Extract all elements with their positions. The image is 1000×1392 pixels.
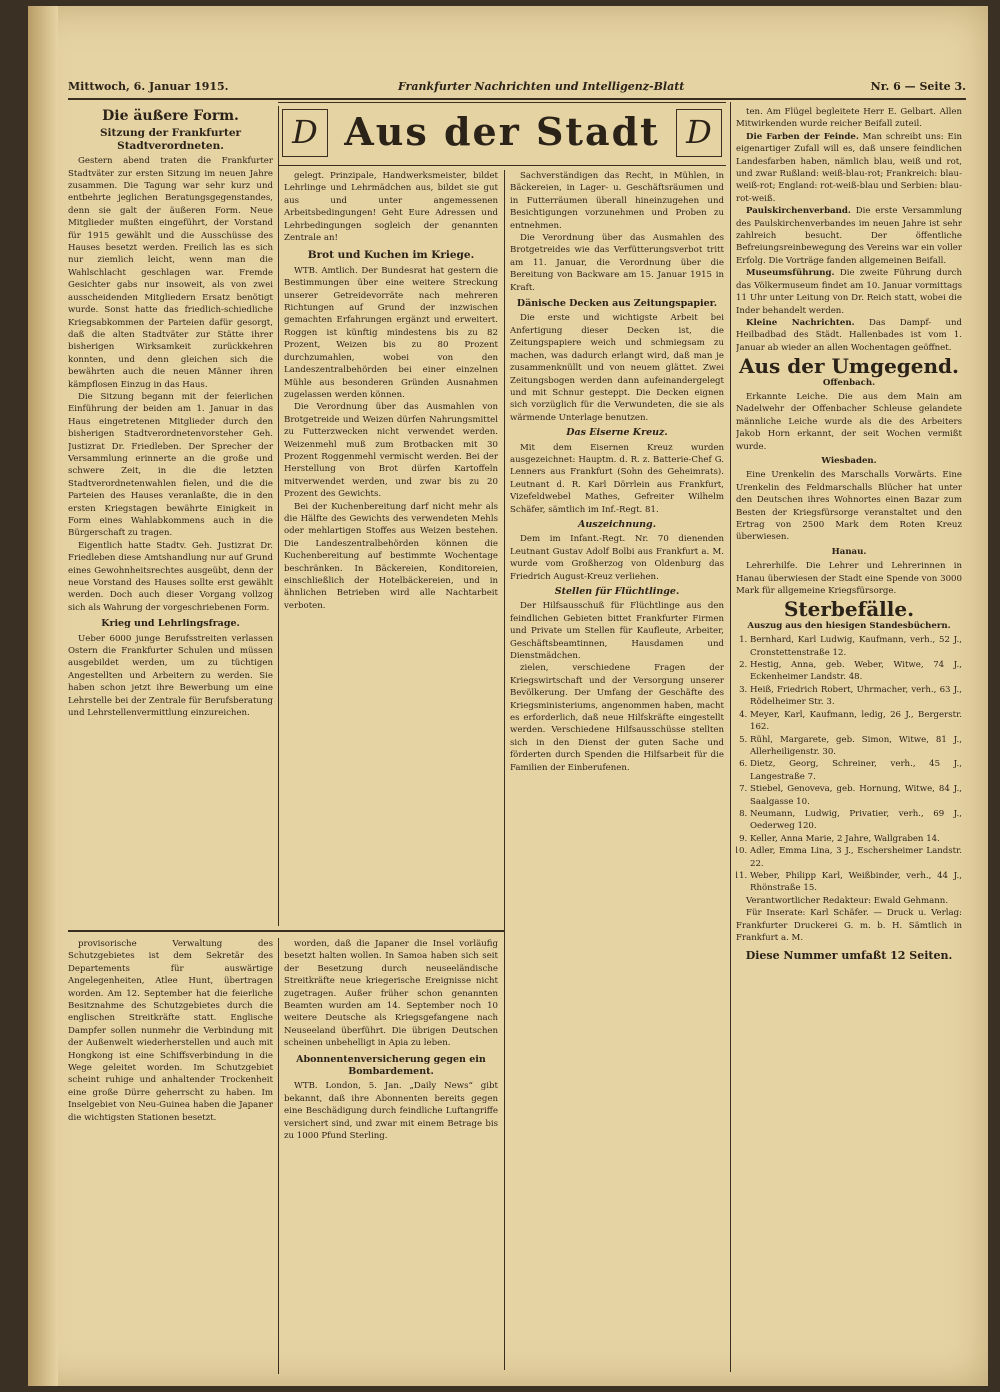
column-rule	[504, 170, 505, 1370]
column-1	[68, 106, 273, 896]
item-text: Die erste Versammlung des Paulskirchenverbandes im neuen Jahre ist sehr zahlreich besucht. Der öffentliche Befreiungsreinbewegung des Vereins war ein voller Erfolg. Die Vorträge fanden allgemeinen Beifall.	[736, 206, 962, 266]
paper-name: Frankfurter Nachrichten und Intelligenz-Blatt	[398, 80, 685, 93]
newspaper-page	[28, 6, 988, 1386]
paragraph: WTB. London, 5. Jan. „Daily News“ gibt bekannt, daß ihre Abonnenten bereits gegen eine Beschädigung durch feindliche Luftangriffe versichert sind, und zwar mit einem Betrage bis zu 1000 Pfund Sterling.	[284, 1081, 498, 1142]
column-rule	[730, 102, 731, 1372]
paragraph	[736, 205, 962, 267]
paragraph: Die Sitzung begann mit der feierlichen Einführung der beiden am 1. Januar in das Haus eingetretenen Mitglieder durch den bisherigen Stadtverordnetenvorsteher Geh. Justizrat Dr. Friedleben. Der Sprecher der Versammlung erinnerte an die große und schwere Zeit, in die die letzten Stadtverordnetenwahlen fielen, und die die Parteien des Hauses veranlaßte, die in den ersten Kriegstagen bewährte Einigkeit in Form eines Wahlabkommens auch in die Bürgerschaft zu tragen.	[68, 391, 273, 539]
column-4	[736, 106, 962, 1376]
editor-line: Verantwortlicher Redakteur: Ewald Gehmann.	[746, 895, 949, 906]
section-title: Aus der Stadt	[344, 109, 660, 154]
page-number: Nr. 6 — Seite 3.	[870, 80, 966, 93]
list-item: 10. Adler, Emma Lina, 3 J., Eschersheimer Landstr. 22.	[750, 845, 962, 870]
article-title: Krieg und Lehrlingsfrage.	[101, 618, 240, 630]
ornament-left: D	[282, 109, 328, 157]
list-item: 1. Bernhard, Karl Ludwig, Kaufmann, verh., 52 J., Cronstettenstraße 12.	[750, 634, 962, 659]
ornament-right: D	[676, 109, 722, 157]
list-item: 2. Hestig, Anna, geb. Weber, Witwe, 74 J., Eckenheimer Landstr. 48.	[750, 659, 962, 684]
article-title: Stellen für Flüchtlinge.	[554, 586, 680, 597]
page-binding	[28, 6, 58, 1386]
paragraph: Die Verordnung über das Ausmahlen von Brotgetreide und Weizen dürfen Nahrungsmittel zu Futterzwecken nicht verwendet werden. Weizenmehl muß zum Brotbacken mit 30 Prozent Roggenmehl vermischt werden. Bei der Herstellung von Brot dürfen Kartoffeln mitverwendet werden, und zwar bis zu 20 Prozent des Gewichts.	[284, 402, 498, 500]
item-heading: Kleine Nachrichten.	[746, 317, 855, 328]
press-line: Für Inserate: Karl Schäfer. — Druck u. Verlag: Frankfurter Druckerei G. m. b. H. Sämtlich in Frankfurt a. M.	[736, 908, 962, 943]
paragraph	[736, 317, 962, 354]
paragraph: provisorische Verwaltung des Schutzgebietes ist dem Sekretär des Departements für auswärtige Angelegenheiten, Atlee Hunt, übertragen worden. Am 12. September hat die feierliche Besitznahme des Schutzgebietes durch die englischen Streitkräfte statt. Englische Dampfer sollen nunmehr die Verbindung mit der Außenwelt wiederherstellen und auch mit Hongkong ist eine Schiffsverbindung in die Wege geleitet worden. Im Schutzgebiet scheint ruhige und anhaltender Trockenheit eine große Dürre geherrscht zu haben. Im Inselgebiet von Neu-Guinea haben die Japaner die wichtigsten Stationen besetzt.	[68, 939, 273, 1123]
paragraph: Eigentlich hatte Stadtv. Geh. Justizrat Dr. Friedleben diese Amtshandlung nur auf Grund eines Gewohnheitsrechtes ausgeübt, denn der neue Vorstand des Hauses sollte erst gewählt werden. Doch auch dieser Vorgang vollzog sich als Wahrung der vorgeschriebenen Form.	[68, 540, 273, 613]
page-header	[68, 76, 966, 100]
article-title: Die äußere Form.	[102, 108, 239, 124]
column-3	[510, 170, 724, 1370]
item-heading: Die Farben der Feinde.	[746, 131, 859, 142]
item-heading: Museumsführung.	[746, 268, 835, 279]
section-heading: Aus der Umgegend.	[739, 354, 959, 379]
list-item: 5. Rühl, Margarete, geb. Simon, Witwe, 81 J., Allerheiligenstr. 30.	[750, 734, 962, 759]
item-heading: Paulskirchenverband.	[746, 206, 851, 217]
item-text: Man schreibt uns: Ein eigenartiger Zufall will es, daß unsere feindlichen Landesfarben haben, nämlich blau, weiß und rot, und zwar Rußland: weiß-blau-rot; Frankreich: blau-weiß-rot; England: rot-weiß-blau und Serbien: blau-rot-weiß.	[736, 131, 962, 204]
paragraph	[736, 267, 962, 317]
list-item: 9. Keller, Anna Marie, 2 Jahre, Wallgraben 14.	[750, 833, 962, 845]
article-title: Dänische Decken aus Zeitungspapier.	[516, 298, 718, 310]
article-title: Auszeichnung.	[577, 518, 657, 530]
paragraph: Die Verordnung über das Ausmahlen des Brotgetreides wie das Verfütterungsverbot tritt am 11. Januar, die Verordnung über die Bereitung von Backware am 15. Januar 1915 in Kraft.	[510, 233, 724, 293]
paragraph: WTB. Amtlich. Der Bundesrat hat gestern die Bestimmungen über eine weitere Streckung unserer Getreidevorräte nach mehreren Richtungen auf Grund der inzwischen gemachten Erfahrungen ergänzt und erweitert. Roggen ist künftig mindestens bis zu 82 Prozent, Weizen bis zu 80 Prozent durchzumahlen, wobei von den Landeszentralbehörden bei einer einzelnen Mühle aus besonderen Gründen Ausnahmen zugelassen werden können.	[284, 265, 498, 400]
paragraph: Gestern abend traten die Frankfurter Stadtväter zur ersten Sitzung im neuen Jahre zusammen. Die Tagung war sehr kurz und entbehrte jeglichen Beratungsgegenstandes, denn sie galt der äußeren Form. Neue Mitglieder mußten eingeführt, der Vorstand für 1915 gewählt und die Ausschüsse des Hauses besetzt werden. Freilich las es sich nur ziemlich leicht, wenn man die Wahlschlacht geschlagen war. Fremde Gesichter gabs nur insoweit, als von zwei ausscheidenden Mitgliedern Ersatz benötigt wurde. Sonst hatte das friedlich-schiedliche Kriegsabkommen der Parteien dafür gesorgt, daß die alten Stadtväter zur Stätte ihrer bisherigen Wirksamkeit zurückkehren konnten, und denn gleichen sich die bewährten auch die neuen Männer ihren kämpflosen Einzug in das Haus.	[68, 156, 273, 390]
lower-column-2	[284, 938, 498, 1374]
paragraph: worden, daß die Japaner die Insel vorläufig besetzt halten wollen. In Samoa haben sich seit der Besetzung durch neuseeländische Streitkräfte neue kriegerische Ereignisse nicht zugetragen. Außer früher schon genannten Beamten wurden am 14. September noch 10 weitere Deutsche als Kriegsgefangene nach Neuseeland überführt. Die übrigen Deutschen scheinen unbehelligt in Apia zu leben.	[284, 939, 498, 1049]
paragraph: Mit dem Eisernen Kreuz wurden ausgezeichnet: Hauptm. d. R. z. Batterie-Chef G. Lenners aus Frankfurt (Sohn des Geheimrats). Leutnant d. R. Karl Dörrlein aus Frankfurt, Vizefeldwebel Mathes, Gefreiter Wilhelm Schäfer, sämtlich im Inf.-Regt. 81.	[510, 442, 724, 515]
list-item: 8. Neumann, Ludwig, Privatier, verh., 69 J., Oederweg 120.	[750, 808, 962, 833]
paragraph: Eine Urenkelin des Marschalls Vorwärts. Eine Urenkelin des Feldmarschalls Blücher hat unter den Deutschen ihres Wohnortes einen Bazar zum Besten der Kriegsfürsorge veranstaltet und den Ertrag von 2500 Mark dem Roten Kreuz überwiesen.	[736, 470, 962, 543]
location-heading: Offenbach.	[822, 377, 876, 388]
paragraph	[736, 131, 962, 205]
paragraph: Der Hilfsausschuß für Flüchtlinge aus den feindlichen Gebieten bittet Frankfurter Firmen und Private um Stellen für Kaufleute, Arbeiter, Geschäftsbeamtinnen, Hausdamen und Dienstmädchen.	[510, 601, 724, 662]
column-2	[284, 170, 498, 922]
page-count-note: Diese Nummer umfaßt 12 Seiten.	[745, 949, 953, 963]
article-title: Das Eiserne Kreuz.	[566, 427, 668, 439]
paragraph: Ueber 6000 junge Berufsstreiten verlassen Ostern die Frankfurter Schulen und müssen ausgebildet werden, um zu tüchtigen Angestellten und Arbeitern zu werden. Sie haben schon jetzt ihre Bewerbung um eine Lehrstelle bei der Zentrale für Berufsberatung und Lehrstellenvermittlung einzureichen.	[68, 633, 273, 719]
list-item: 4. Meyer, Karl, Kaufmann, ledig, 26 J., Bergerstr. 162.	[750, 709, 962, 734]
item-text: Die zweite Führung durch das Völkermuseum findet am 10. Januar vormittags 11 Uhr unter Leitung von Dr. Reich statt, wobei die Inder behandelt werden.	[736, 268, 962, 316]
paragraph: Die erste und wichtigste Arbeit bei Anfertigung dieser Decken ist, die Zeitungspapiere weich und schmiegsam zu machen, was dadurch erlangt wird, daß man je zusammenknüllt und von neuem glättet. Zwei Zeitungsbogen werden dann aufeinandergelegt und mit Schnur gesteppt. Die Decken eignen sich vorzüglich für die Verwundeten, die sie als wärmende Unterlage benutzen.	[510, 313, 724, 423]
paragraph: zielen, verschiedene Fragen der Kriegswirtschaft und der Versorgung unserer Bevölkerung. Der Umfang der Geschäfte des Kriegsministeriums, angenommen haben, macht es erforderlich, daß neue Hilfskräfte eingestellt werden. Verschiedene Hilfsausschüsse stellten sich in den Dienst der guten Sache und förderten durch Spenden die Hilfsarbeit für die Familien der Einberufenen.	[510, 663, 724, 773]
deaths-list	[736, 634, 962, 895]
location-heading: Wiesbaden.	[821, 455, 877, 466]
list-item: 3. Heiß, Friedrich Robert, Uhrmacher, verh., 63 J., Rödelheimer Str. 3.	[750, 684, 962, 709]
paragraph: Bei der Kuchenbereitung darf nicht mehr als die Hälfte des Gewichts des verwendeten Mehls oder mehlartigen Stoffes aus Weizen bestehen. Die Landeszentralbehörden können die Kuchenbereitung auf bestimmte Wochentage beschränken. In Bäckereien, Konditoreien, einschließlich der Hotelbäckereien, und in ähnlichen Betrieben wird alle Nachtarbeit verboten.	[284, 501, 498, 611]
issue-date: Mittwoch, 6. Januar 1915.	[68, 80, 229, 93]
paragraph: Sachverständigen das Recht, in Mühlen, in Bäckereien, in Lager- u. Geschäftsräumen und in Futterräumen überall hineinzugehen und Besichtigungen vorzunehmen und Proben zu entnehmen.	[510, 171, 724, 231]
section-masthead	[278, 102, 726, 166]
list-item: 6. Dietz, Georg, Schreiner, verh., 45 J., Langestraße 7.	[750, 758, 962, 783]
column-rule	[278, 938, 279, 1374]
article-title: Brot und Kuchen im Kriege.	[307, 249, 475, 262]
lower-column-1	[68, 938, 273, 1374]
paragraph: Dem im Infant.-Regt. Nr. 70 dienenden Leutnant Gustav Adolf Bolbi aus Frankfurt a. M. wurde vom Großherzog von Oldenburg das Friedrich August-Kreuz verliehen.	[510, 534, 724, 582]
paragraph: Lehrerhilfe. Die Lehrer und Lehrerinnen in Hanau überwiesen der Stadt eine Spende von 3000 Mark für allgemeine Kriegsfürsorge.	[736, 561, 962, 597]
column-rule	[278, 106, 279, 926]
item-text: Das Dampf- und Heilbadbad des Städt. Hallenbades ist vom 1. Januar ab wieder an allen Wochentagen geöffnet.	[736, 317, 962, 353]
list-item: 7. Stiebel, Genoveva, geb. Hornung, Witwe, 84 J., Saalgasse 10.	[750, 783, 962, 808]
list-item: 11. Weber, Philipp Karl, Weißbinder, verh., 44 J., Rhönstraße 15.	[750, 870, 962, 895]
paragraph: ten. Am Flügel begleitete Herr E. Gelbart. Allen Mitwirkenden wurde reicher Beifall zuteil.	[736, 107, 962, 130]
article-subtitle: Sitzung der Frankfurter Stadtverordneten.	[99, 127, 242, 152]
section-rule	[68, 930, 504, 932]
location-heading: Hanau.	[831, 546, 867, 557]
section-heading: Sterbefälle.	[783, 597, 915, 622]
paragraph: gelegt. Prinzipale, Handwerksmeister, bildet Lehrlinge und Lehrmädchen aus, bildet sie gut aus und unter angemessenen Arbeitsbedingungen! Geht Eure Adressen und Lehrbedingungen sogleich der genannten Zentrale an!	[284, 171, 498, 244]
article-title: Abonnentenversicherung gegen ein Bombardement.	[296, 1053, 486, 1078]
deaths-subheading: Auszug aus den hiesigen Standesbüchern.	[747, 620, 951, 631]
paragraph: Erkannte Leiche. Die aus dem Main am Nadelwehr der Offenbacher Schleuse gelandete männliche Leiche wurde als die des Arbeiters Jakob Horn erkannt, der seit Wochen vermißt wurde.	[736, 391, 962, 452]
